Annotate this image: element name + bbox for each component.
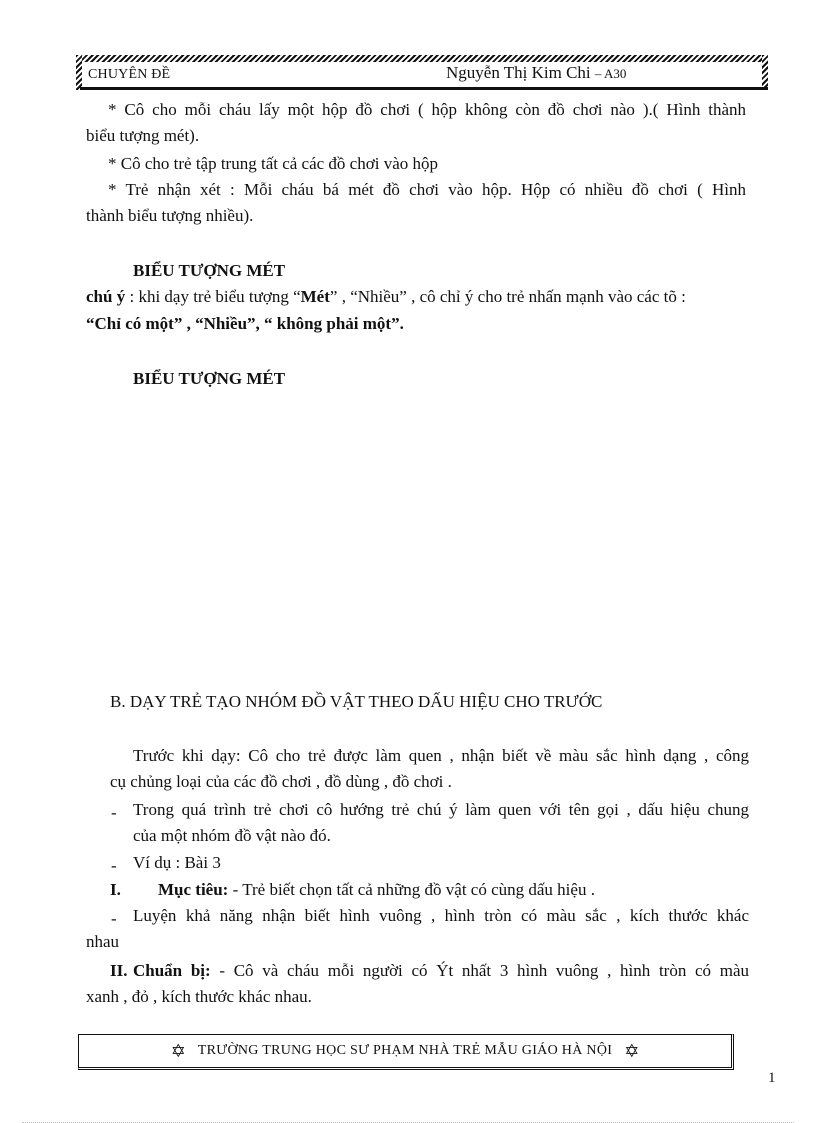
bullet-3-line-2: nhau: [86, 932, 120, 951]
note-text-a: : khi dạy trẻ biểu tượng “: [125, 287, 301, 306]
footer-box: [78, 1034, 734, 1070]
roman-numeral-1: I.: [110, 880, 121, 899]
header-border-top: [80, 55, 768, 62]
star-of-david-icon: ✡: [170, 1040, 186, 1061]
bullet-2: Ví dụ : Bài 3: [133, 853, 221, 872]
note-line-1: [86, 284, 686, 310]
author-name: Nguyễn Thị Kim Chi: [446, 63, 591, 82]
star-of-david-icon: ✡: [624, 1040, 640, 1061]
before-teaching-line-1: Trước khi dạy: Cô cho trẻ được làm quen , nhận biết về màu sắc hình dạng , công: [133, 746, 749, 765]
paragraph-3-line-2: thành biểu tượng nhiều).: [86, 206, 254, 225]
class-code: – A30: [594, 66, 627, 81]
roman-numeral-2: II.: [110, 961, 128, 980]
section-b-heading: B. DẠY TRẺ TẠO NHÓM ĐỒ VẬT THEO DẤU HIỆU CHO TRƯỚC: [110, 692, 603, 711]
muc-tieu-text: - Trẻ biết chọn tất cả những đồ vật có cùng dấu hiệu .: [228, 880, 595, 899]
chuan-bi-line-1: [133, 958, 749, 984]
note-label: chú ý: [86, 287, 126, 306]
note-met: Mét: [300, 287, 330, 306]
header-border-left: [76, 55, 82, 90]
paragraph-3-line-1: * Trẻ nhận xét : Mỗi cháu bá mét đồ chơi vào hộp. Hộp có nhiều đồ chơi ( Hình: [108, 180, 746, 199]
note-text-b: ” , “Nhiều” , cô chỉ ý cho trẻ nhấn mạnh vào các tõ :: [329, 287, 686, 306]
chuan-bi-text: - Cô và cháu mỗi người có Ýt nhất 3 hình vuông , hình tròn có màu: [210, 961, 750, 980]
header-border-bottom: [80, 87, 768, 90]
header-author: [446, 63, 626, 83]
paragraph-1-line-1: * Cô cho mỗi cháu lấy một hộp đồ chơi ( hộp không còn đồ chơi nào ).( Hình thành: [108, 100, 746, 119]
heading-bieu-tuong-met-1: BIỂU TƯỢNG MÉT: [133, 261, 286, 280]
dash-bullet-1: -: [111, 803, 117, 822]
footer-school-name: TRƯỜNG TRUNG HỌC SƯ PHẠM NHÀ TRẺ MẪU GIÁO HÀ NỘI: [197, 1043, 613, 1058]
bullet-1-line-2: của một nhóm đồ vật nào đó.: [133, 826, 331, 845]
page-number: 1: [768, 1070, 776, 1086]
paragraph-1-line-2: biểu tượng mét).: [86, 126, 200, 145]
note-line-2: “Chỉ có một” , “Nhiều”, “ không phải một”.: [86, 314, 404, 333]
header-topic: CHUYÊN ĐỀ: [88, 67, 171, 82]
chuan-bi-label: Chuẩn bị:: [133, 961, 211, 980]
muc-tieu-line: [158, 877, 595, 903]
bullet-3-line-1: Luyện khả năng nhận biết hình vuông , hình tròn có màu sắc , kích thước khác: [133, 906, 749, 925]
muc-tieu-label: Mục tiêu:: [158, 880, 229, 899]
bullet-1-line-1: Trong quá trình trẻ chơi cô hướng trẻ chú ý làm quen với tên gọi , dấu hiệu chung: [133, 800, 749, 819]
header-border-right: [762, 55, 768, 90]
heading-bieu-tuong-met-2: BIỂU TƯỢNG MÉT: [133, 369, 286, 388]
paragraph-2: * Cô cho trẻ tập trung tất cả các đồ chơi vào hộp: [108, 154, 438, 173]
chuan-bi-line-2: xanh , đỏ , kích thước khác nhau.: [86, 987, 312, 1006]
dash-bullet-2: -: [111, 856, 117, 875]
dash-bullet-3: -: [111, 909, 117, 928]
before-teaching-line-2: cụ chủng loại của các đồ chơi , đồ dùng , đồ chơi .: [110, 772, 452, 791]
